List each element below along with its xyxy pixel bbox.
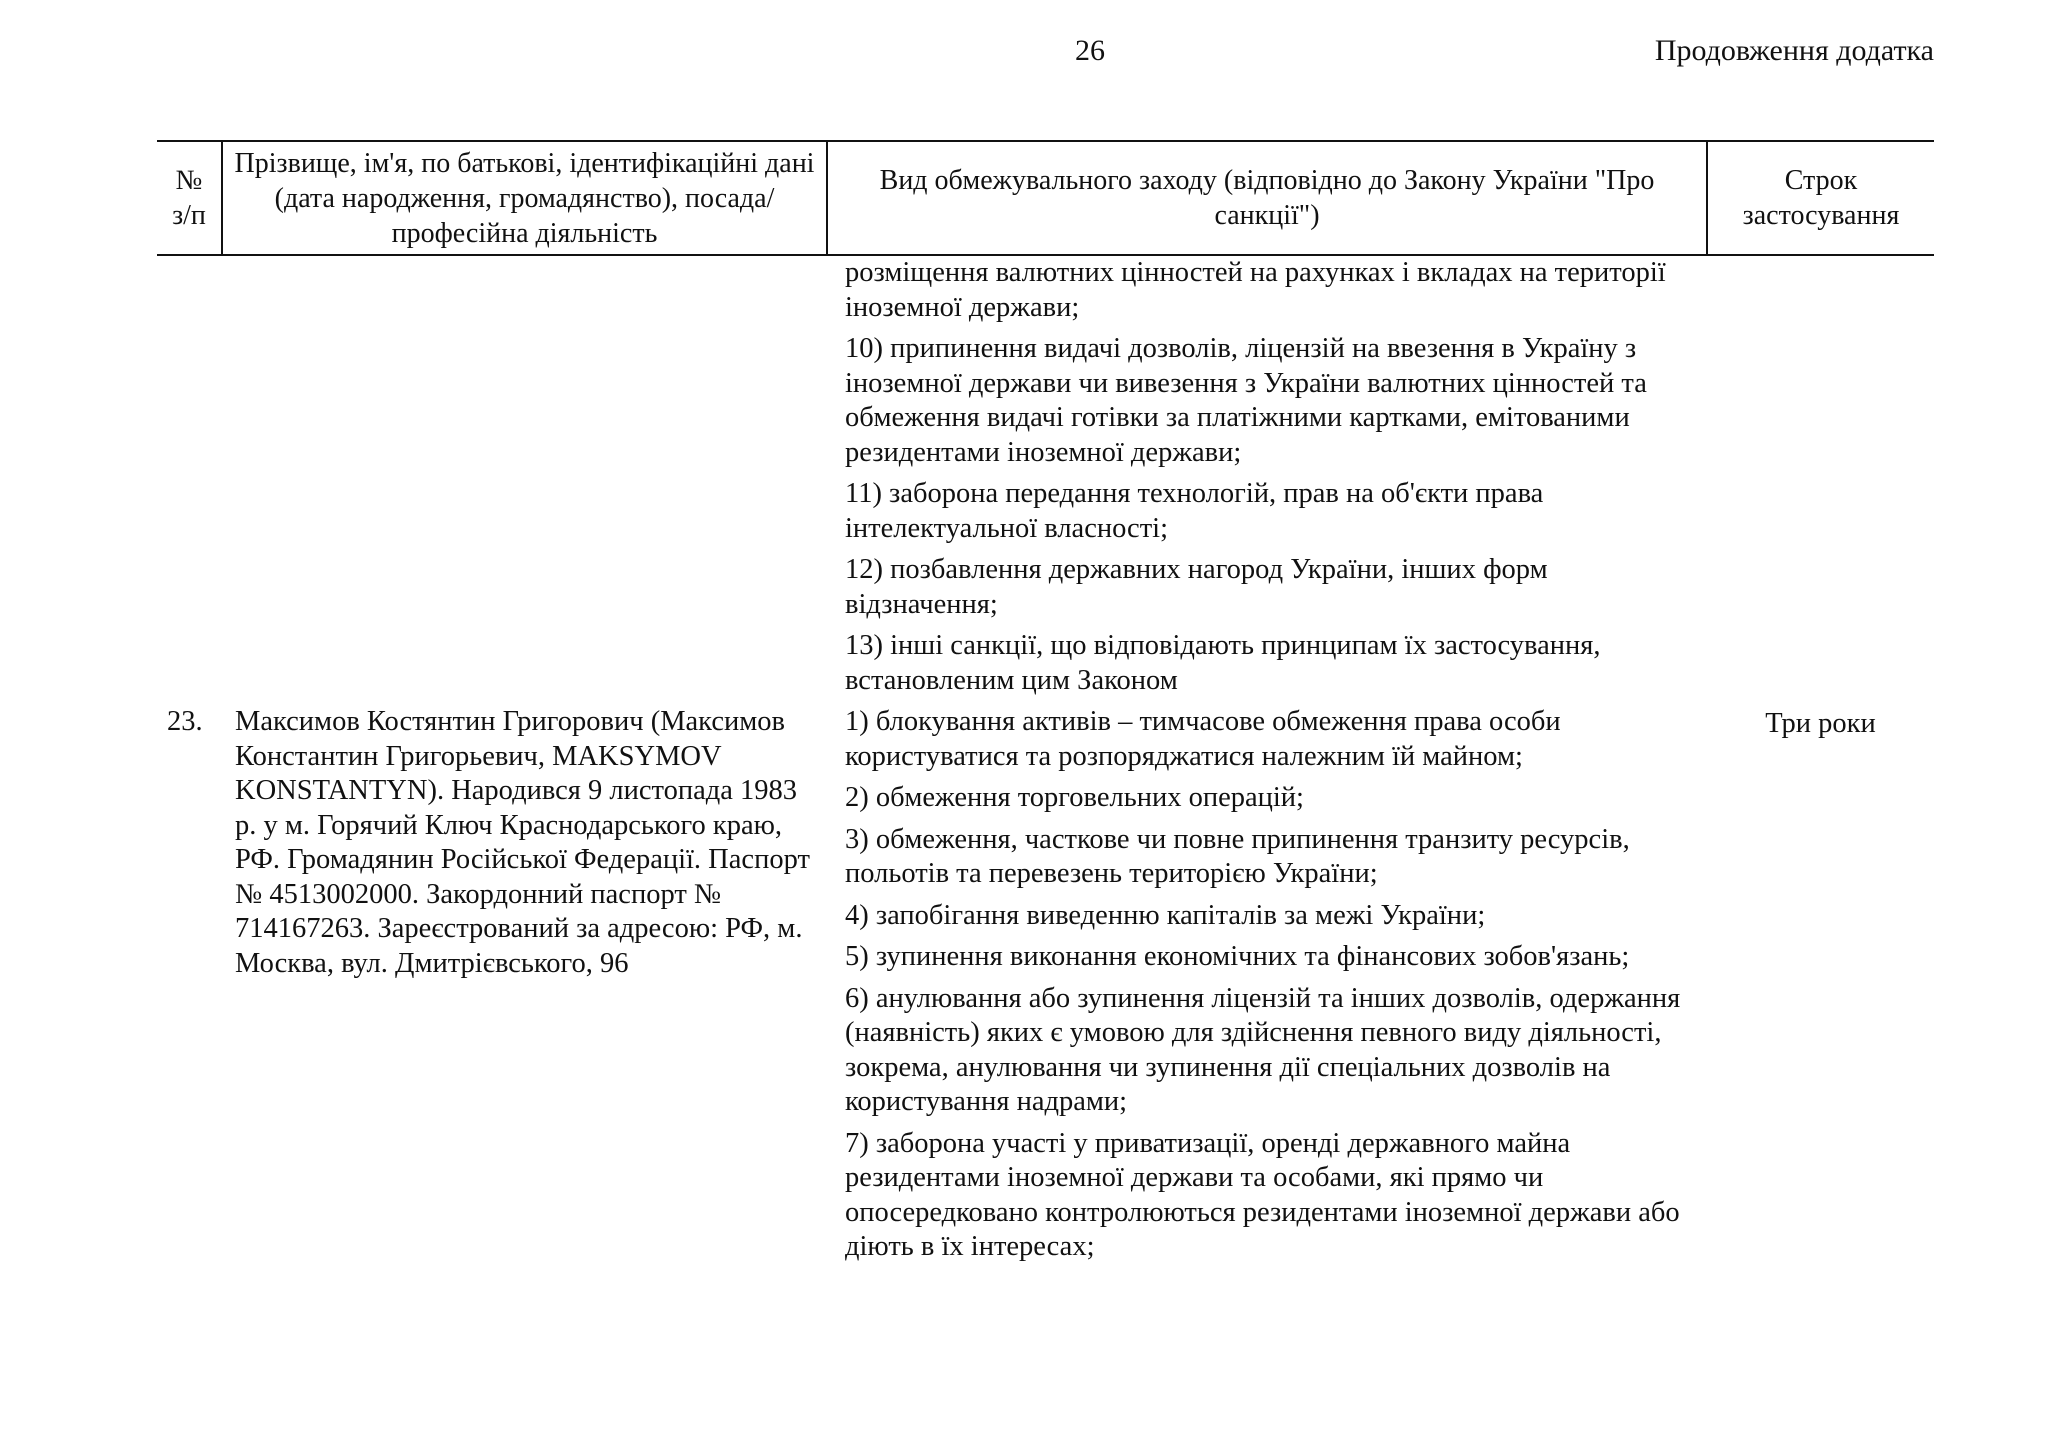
number-cell [157, 255, 222, 705]
table-header-row [157, 141, 1934, 255]
entry-number: 23. [167, 706, 203, 737]
sanctions-table [157, 140, 1934, 1272]
person-cell [222, 255, 827, 705]
measure-cell [827, 255, 1707, 705]
measure-item: 3) обмеження, часткове чи повне припинення транзиту ресурсів, польотів та перевезень територією України; [845, 823, 1630, 889]
entry-person-details: Максимов Костянтин Григорович (Максимов Константин Григорьевич, MAKSYMOV KONSTANTYN). Народився 9 листопада 1983 р. у м. Горячий Ключ Краснодарського краю, РФ. Громадянин Російської Федерації. Паспорт № 4513002000. Закордонний паспорт № 714167263. Зареєстрований за адресою: РФ, м. Москва, вул. Дмитрієвського, 96 [235, 706, 810, 979]
measure-item: 10) припинення видачі дозволів, ліцензій на ввезення в Україну з іноземної держави чи вивезення з України валютних цінностей та обмеження видачі готівки за платіжними картками, емітованими резидентами іноземної держави; [845, 333, 1647, 468]
measure-item: розміщення валютних цінностей на рахунках і вкладах на території іноземної держави; [845, 257, 1666, 323]
measure-item: 1) блокування активів – тимчасове обмеження права особи користуватися та розпоряджатися належним їй майном; [845, 706, 1561, 772]
column-header-person: Прізвище, ім'я, по батькові, ідентифікаційні дані (дата народження, громадянство), посада/професійна діяльність [222, 141, 827, 255]
measure-item: 4) запобігання виведенню капіталів за межі України; [845, 899, 1486, 931]
table-row-entry [157, 705, 1934, 1272]
measure-item: 11) заборона передання технологій, прав на об'єкти права інтелектуальної власності; [845, 478, 1544, 544]
measure-item: 13) інші санкції, що відповідають принципам їх застосування, встановленим цим Законом [845, 630, 1601, 696]
continuation-label: Продовження додатка [1654, 34, 1934, 67]
page-number: 26 [1075, 34, 1105, 67]
measure-cell [827, 705, 1707, 1272]
measure-item: 6) анулювання або зупинення ліцензій та інших дозволів, одержання (наявність) яких є умовою для здійснення певного виду діяльності, зокрема, анулювання чи зупинення дії спеціальних дозволів на користування надрами; [845, 982, 1681, 1117]
entry-term: Три роки [1765, 708, 1876, 739]
table-row-continued [157, 255, 1934, 705]
term-cell [1707, 255, 1934, 705]
column-header-number: № з/п [157, 141, 222, 255]
column-header-term: Строк застосування [1707, 141, 1934, 255]
measure-item: 7) заборона участі у приватизації, оренді державного майна резидентами іноземної держави та особами, які прямо чи опосередковано контролюються резидентами іноземної держави або діють в їх інтересах; [845, 1127, 1680, 1262]
measure-item: 5) зупинення виконання економічних та фінансових зобов'язань; [845, 941, 1630, 972]
column-header-measure: Вид обмежувального заходу (відповідно до Закону України "Про санкції") [827, 141, 1707, 255]
measure-item: 2) обмеження торговельних операцій; [845, 782, 1304, 813]
measure-item: 12) позбавлення державних нагород України, інших форм відзначення; [845, 554, 1548, 620]
